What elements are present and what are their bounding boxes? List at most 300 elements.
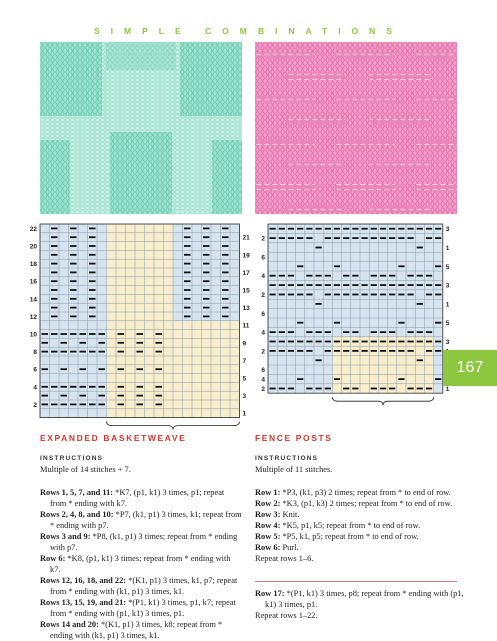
instruction-row [40,487,242,509]
repeat-cell [211,356,221,365]
purl-symbol [51,228,58,230]
row-label: Rows 3 and 9: [40,532,93,541]
purl-symbol [352,350,358,352]
purl-symbol [89,263,96,265]
row-text: *K5, p1, k5; repeat from * to end of row. [282,521,421,530]
purl-symbol [203,272,210,274]
repeat-cell [164,391,174,400]
purl-symbol [203,245,210,247]
repeat-cell [107,277,117,286]
purl-symbol [89,254,96,256]
purl-symbol [380,341,386,343]
purl-symbol [343,237,349,239]
purl-symbol [398,228,404,230]
repeat-cell [173,338,183,347]
purl-symbol [51,254,58,256]
purl-symbol [184,289,191,291]
repeat-cell [164,242,174,251]
repeat-cell [107,242,117,251]
purl-symbol [89,404,96,406]
repeat-cell [183,382,193,391]
repeat-cell [369,356,378,365]
purl-symbol [408,237,414,239]
purl-symbol [137,395,144,397]
repeat-cell [202,356,212,365]
purl-symbol [184,272,191,274]
row-number-left: 12 [29,313,37,321]
purl-symbol [380,350,386,352]
purl-symbol [426,228,432,230]
purl-symbol [156,404,163,406]
purl-symbol [89,307,96,309]
row-number-left: 4 [261,376,265,384]
repeat-cell [164,268,174,277]
row-text: Repeat rows 1–22. [255,611,318,620]
instructions-heading-right: INSTRUCTIONS [255,455,319,462]
purl-symbol [352,331,358,333]
repeat-cell [135,259,145,268]
purl-symbol [288,284,294,286]
repeat-cell [107,400,117,409]
repeat-cell [211,374,221,383]
repeat-cell [388,374,397,383]
purl-symbol [184,316,191,318]
instruction-row [255,588,465,610]
repeat-cell [173,330,183,339]
purl-symbol [362,294,368,296]
repeat-cell [342,365,351,374]
purl-symbol [380,237,386,239]
repeat-cell [154,294,164,303]
repeat-cell [126,409,136,418]
repeat-cell [116,303,126,312]
row-text: Knit. [282,510,300,519]
row-text: *(K1, p1) 3 times, k1, p7; repeat from * ending with (k1, p1) 3 times, k1. [50,576,238,596]
purl-symbol [89,298,96,300]
repeat-cell [126,347,136,356]
repeat-cell [415,365,424,374]
purl-symbol [316,228,322,230]
repeat-cell [164,365,174,374]
repeat-cell [164,233,174,242]
purl-symbol [325,331,331,333]
page-number: 167 [443,350,497,386]
instruction-row [40,531,242,553]
purl-symbol [70,289,77,291]
purl-symbol [61,404,68,406]
repeat-cell [145,409,155,418]
repeat-cell [183,330,193,339]
running-header: SIMPLE COMBINATIONS [94,26,403,36]
repeat-cell [183,356,193,365]
purl-symbol [389,341,395,343]
repeat-cell [211,365,221,374]
repeat-cell [415,346,424,355]
row-number-left: 16 [29,278,37,286]
purl-symbol [279,275,285,277]
purl-symbol [42,368,49,370]
row-label: Row 3: [255,510,283,519]
purl-symbol [426,294,432,296]
repeat-cell [126,312,136,321]
repeat-cell [145,391,155,400]
purl-symbol [184,263,191,265]
repeat-cell [116,374,126,383]
row-number-right: 5 [445,320,450,328]
repeat-cell [126,330,136,339]
row-number-right: 1 [445,386,450,393]
repeat-cell [135,321,145,330]
purl-symbol [137,342,144,344]
row-number-left: 2 [261,348,265,356]
purl-symbol [325,294,331,296]
repeat-cell [107,365,117,374]
purl-symbol [389,294,395,296]
purl-symbol [70,404,77,406]
purl-symbol [279,331,285,333]
purl-symbol [435,284,441,286]
repeat-cell [154,277,164,286]
row-number-right: 5 [445,263,450,271]
repeat-cell [107,338,117,347]
repeat-cell [145,382,155,391]
row-label: Row 6: [40,554,68,563]
purl-symbol [435,228,441,230]
repeat-cell [173,365,183,374]
repeat-cell [126,303,136,312]
purl-symbol [408,331,414,333]
row-label: Row 6: [255,543,283,552]
repeat-cell [107,382,117,391]
purl-symbol [70,298,77,300]
repeat-cell [388,365,397,374]
repeat-cell [230,356,240,365]
purl-symbol [371,275,377,277]
purl-symbol [203,316,210,318]
purl-symbol [184,254,191,256]
repeat-cell [360,374,369,383]
purl-symbol [398,341,404,343]
purl-symbol [362,341,368,343]
repeat-cell [154,356,164,365]
repeat-cell [126,233,136,242]
row-number-left: 2 [33,401,37,409]
repeat-cell [202,347,212,356]
instruction-row [255,553,465,564]
repeat-cell [230,391,240,400]
purl-symbol [316,275,322,277]
purl-symbol [222,236,229,238]
purl-symbol [203,298,210,300]
purl-symbol [279,294,285,296]
purl-symbol [118,368,125,370]
purl-symbol [270,341,276,343]
multiple-left: Multiple of 14 stitches + 7. [40,465,131,474]
purl-symbol [51,263,58,265]
repeat-cell [154,224,164,233]
purl-symbol [380,294,386,296]
repeat-cell [116,312,126,321]
purl-symbol [316,331,322,333]
purl-symbol [417,228,423,230]
repeat-cell [164,374,174,383]
repeat-cell [221,356,231,365]
purl-symbol [270,284,276,286]
purl-symbol [99,404,106,406]
repeat-cell [211,382,221,391]
repeat-cell [351,374,360,383]
purl-symbol [380,228,386,230]
repeat-cell [107,321,117,330]
instruction-row [255,498,465,509]
purl-symbol [42,395,49,397]
repeat-cell [332,365,341,374]
purl-symbol [99,342,106,344]
purl-symbol [426,237,432,239]
repeat-brace [332,397,433,405]
repeat-cell [164,250,174,259]
purl-symbol [334,350,340,352]
repeat-cell [126,365,136,374]
repeat-cell [116,409,126,418]
purl-symbol [203,307,210,309]
purl-symbol [89,236,96,238]
row-text: *K3, (p1, k3) 2 times; repeat from * to end of row. [282,499,453,508]
row-label: Row 17: [255,589,287,598]
purl-symbol [184,236,191,238]
repeat-cell [360,356,369,365]
repeat-cell [173,356,183,365]
repeat-cell [192,338,202,347]
row-number-left: 6 [261,367,265,375]
repeat-cell [202,382,212,391]
purl-symbol [156,386,163,388]
purl-symbol [408,341,414,343]
row-number-right: 1 [445,301,450,309]
purl-symbol [118,333,125,335]
repeat-cell [230,400,240,409]
repeat-cell [145,356,155,365]
repeat-cell [192,356,202,365]
repeat-cell [145,312,155,321]
purl-symbol [89,333,96,335]
purl-symbol [222,228,229,230]
purl-symbol [270,331,276,333]
purl-symbol [297,378,303,380]
repeat-cell [116,356,126,365]
repeat-cell [369,374,378,383]
purl-symbol [417,359,423,361]
row-text: *P8, (k1, p1) 3 times; repeat from * ending with p7. [50,532,238,552]
instruction-row [40,575,242,597]
purl-symbol [137,368,144,370]
purl-symbol [184,280,191,282]
repeat-cell [369,365,378,374]
repeat-cell [164,312,174,321]
repeat-cell [145,233,155,242]
repeat-cell [230,374,240,383]
row-number-left: 20 [29,243,37,251]
multiple-right: Multiple of 11 stitches. [255,465,333,474]
repeat-cell [397,384,406,393]
purl-symbol [89,386,96,388]
purl-symbol [398,265,404,267]
repeat-cell [145,321,155,330]
repeat-cell [221,409,231,418]
purl-symbol [362,284,368,286]
repeat-cell [221,338,231,347]
repeat-cell [202,391,212,400]
repeat-cell [173,391,183,400]
purl-symbol [352,284,358,286]
repeat-cell [154,409,164,418]
purl-symbol [61,351,68,353]
purl-symbol [334,265,340,267]
purl-symbol [288,294,294,296]
repeat-cell [230,347,240,356]
purl-symbol [89,245,96,247]
purl-symbol [156,333,163,335]
repeat-cell [116,268,126,277]
purl-symbol [70,245,77,247]
repeat-cell [107,409,117,418]
repeat-cell [107,312,117,321]
repeat-cell [107,233,117,242]
purl-symbol [51,245,58,247]
purl-symbol [408,228,414,230]
row-number-left: 8 [33,349,37,357]
purl-symbol [343,341,349,343]
repeat-cell [126,400,136,409]
purl-symbol [70,254,77,256]
row-label: Rows 13, 15, 19, and 21: [40,598,129,607]
repeat-cell [360,365,369,374]
purl-symbol [61,342,68,344]
repeat-cell [107,250,117,259]
purl-symbol [89,289,96,291]
purl-symbol [435,378,441,380]
purl-symbol [371,350,377,352]
repeat-cell [192,330,202,339]
purl-symbol [279,388,285,390]
purl-symbol [270,275,276,277]
repeat-cell [126,294,136,303]
repeat-cell [126,374,136,383]
purl-symbol [334,378,340,380]
purl-symbol [334,284,340,286]
purl-symbol [334,228,340,230]
repeat-cell [154,374,164,383]
repeat-cell [406,356,415,365]
row-number-right: 17 [242,269,250,277]
purl-symbol [417,247,423,249]
repeat-cell [173,409,183,418]
purl-symbol [70,307,77,309]
repeat-cell [211,409,221,418]
purl-symbol [362,350,368,352]
purl-symbol [398,294,404,296]
repeat-cell [154,268,164,277]
repeat-cell [221,382,231,391]
repeat-cell [154,286,164,295]
repeat-cell [192,347,202,356]
purl-symbol [297,341,303,343]
purl-symbol [371,228,377,230]
repeat-cell [415,374,424,383]
repeat-cell [230,321,240,330]
repeat-cell [145,330,155,339]
repeat-cell [211,347,221,356]
row-text: *P5, k1, p5; repeat from * to end of row. [282,532,419,541]
purl-symbol [70,333,77,335]
repeat-cell [116,321,126,330]
purl-symbol [51,236,58,238]
purl-symbol [426,350,432,352]
repeat-cell [145,286,155,295]
repeat-cell [145,268,155,277]
repeat-cell [116,277,126,286]
row-label: Row 4: [255,521,283,530]
repeat-cell [135,312,145,321]
repeat-cell [126,250,136,259]
repeat-cell [135,250,145,259]
repeat-cell [164,409,174,418]
repeat-cell [406,365,415,374]
repeat-cell [107,294,117,303]
row-text: *(P1, k1) 3 times, p8; repeat from * ending with (p1, k1) 3 times, p1. [265,589,464,609]
purl-symbol [371,284,377,286]
purl-symbol [270,228,276,230]
row-text: *K7, (p1, k1) 3 times, p1; repeat from * ending with k7. [50,488,225,508]
repeat-cell [154,259,164,268]
purl-symbol [362,237,368,239]
purl-symbol [80,395,87,397]
repeat-cell [183,400,193,409]
row-label: Rows 2, 4, 8, and 10: [40,510,116,519]
row-number-right: 13 [242,305,250,313]
purl-symbol [118,351,125,353]
repeat-cell [211,400,221,409]
repeat-cell [397,365,406,374]
purl-symbol [222,298,229,300]
repeat-cell [107,303,117,312]
row-number-left: 4 [33,384,37,392]
purl-symbol [316,303,322,305]
purl-symbol [435,350,441,352]
purl-symbol [222,263,229,265]
purl-symbol [203,236,210,238]
repeat-cell [164,303,174,312]
repeat-cell [342,356,351,365]
repeat-cell [135,356,145,365]
repeat-cell [135,294,145,303]
purl-symbol [61,368,68,370]
purl-symbol [203,228,210,230]
repeat-cell [145,242,155,251]
purl-symbol [306,284,312,286]
purl-symbol [203,289,210,291]
repeat-cell [173,347,183,356]
purl-symbol [288,228,294,230]
purl-symbol [222,254,229,256]
row-label: Rows 14 and 20: [40,620,101,629]
purl-symbol [99,351,106,353]
row-number-left: 2 [261,235,265,243]
purl-symbol [118,342,125,344]
purl-symbol [343,350,349,352]
repeat-cell [107,259,117,268]
purl-symbol [203,263,210,265]
